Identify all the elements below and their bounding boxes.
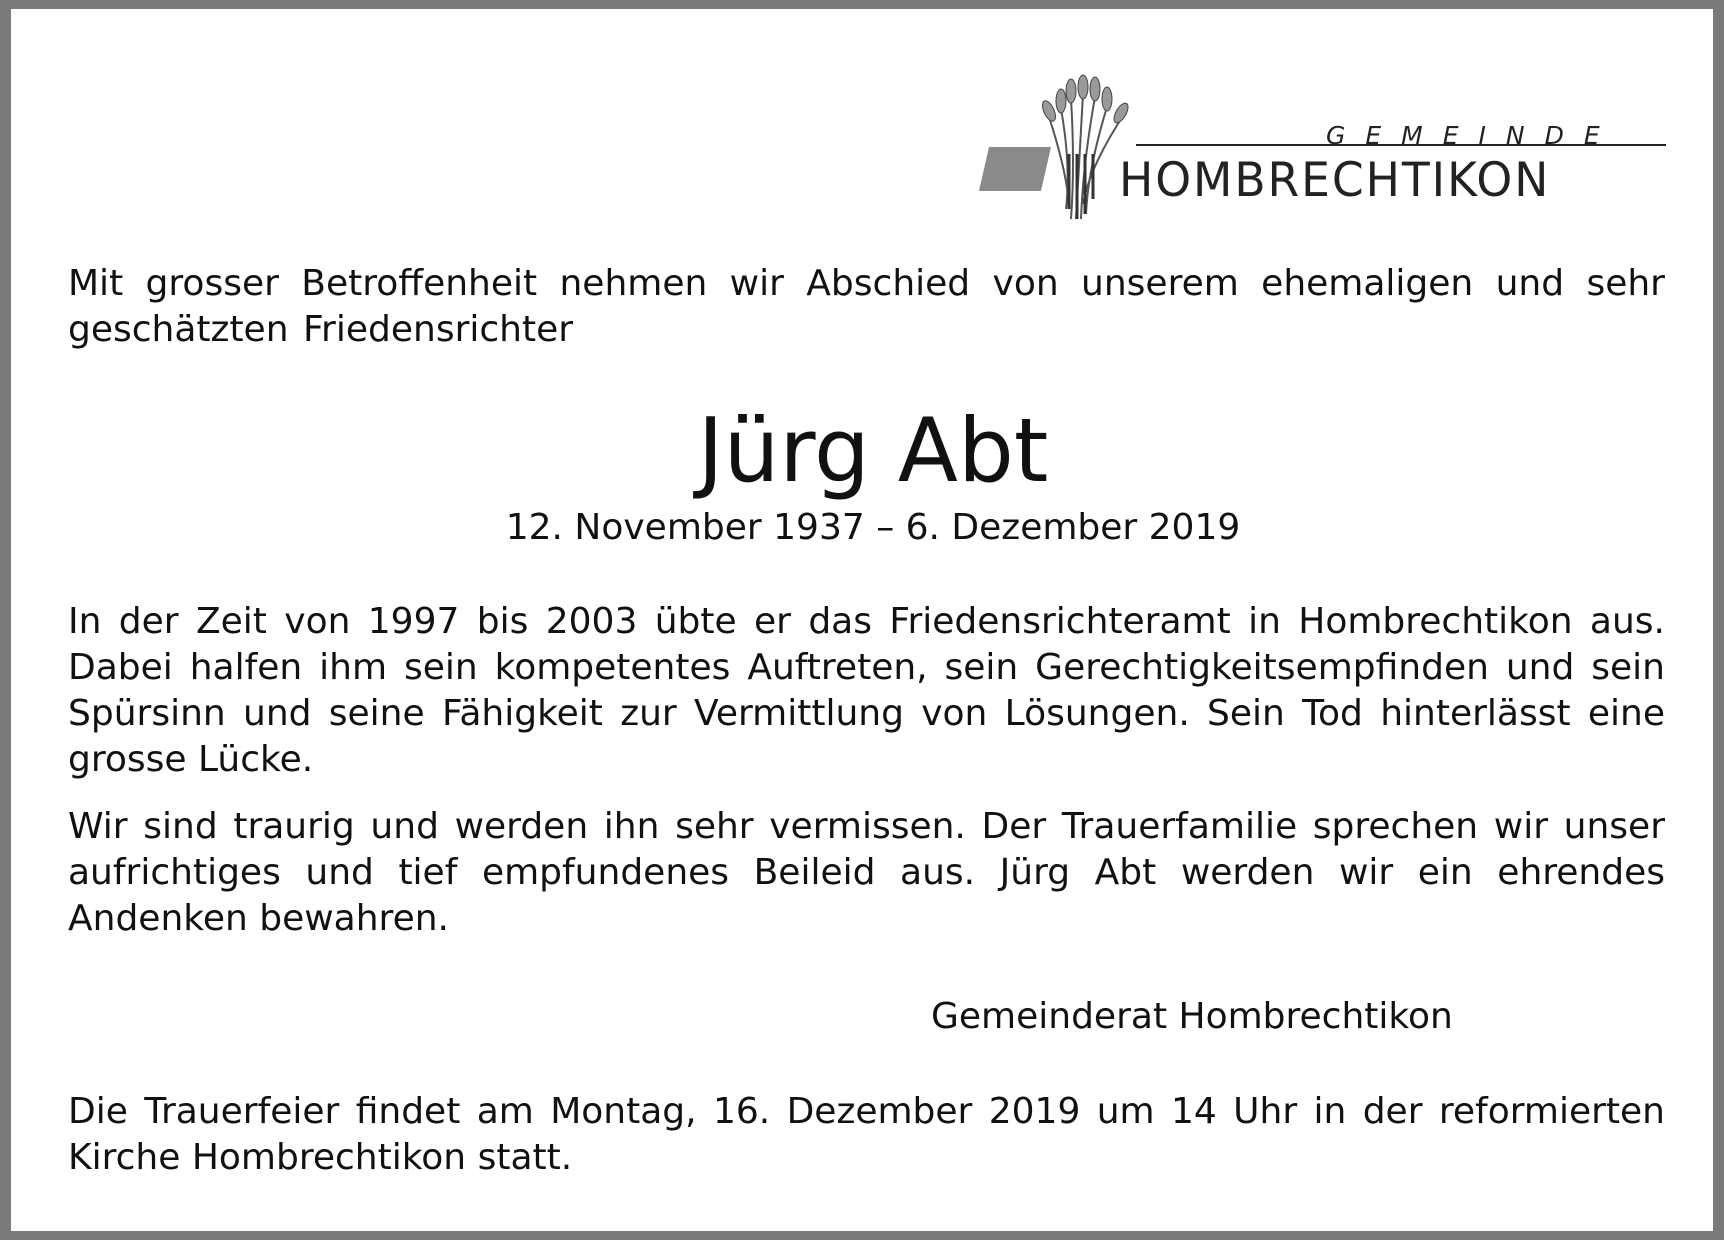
paragraph-condolence: Wir sind traurig und werden ihn sehr vermissen. Der Trauerfamilie sprechen wir unser aufrichtiges und tief empfundenes Beileid aus. Jürg Abt werden wir ein ehrendes Andenken bewahren. <box>68 806 1665 939</box>
paragraph-career: In der Zeit von 1997 bis 2003 übte er das Friedensrichteramt in Hombrechtikon aus. Dabei halfen ihm sein kompetentes Auftreten, sein Gerechtigkeitsempfinden und sein Spürsinn und seine Fähigkeit zur Vermittlung von Lösungen. Sein Tod hinterlässt eine grosse Lücke. <box>68 601 1665 780</box>
deceased-name: Jürg Abt <box>697 399 1049 502</box>
funeral-service-info: Die Trauerfeier findet am Montag, 16. Dezember 2019 um 14 Uhr in der reformierten Kirche Hombrechtikon statt. <box>68 1091 1665 1178</box>
municipality-logo <box>971 69 1671 239</box>
intro-text: Mit grosser Betroffenheit nehmen wir Abschied von unserem ehemaligen und sehr geschätzten Friedensrichter <box>68 263 1665 350</box>
life-dates: 12. November 1937 – 6. Dezember 2019 <box>505 507 1241 548</box>
logo-municipality-name: HOMBRECHTIKON <box>1119 153 1551 208</box>
logo-gemeinde-label: GEMEINDE <box>1326 121 1620 150</box>
signature: Gemeinderat Hombrechtikon <box>931 996 1453 1037</box>
